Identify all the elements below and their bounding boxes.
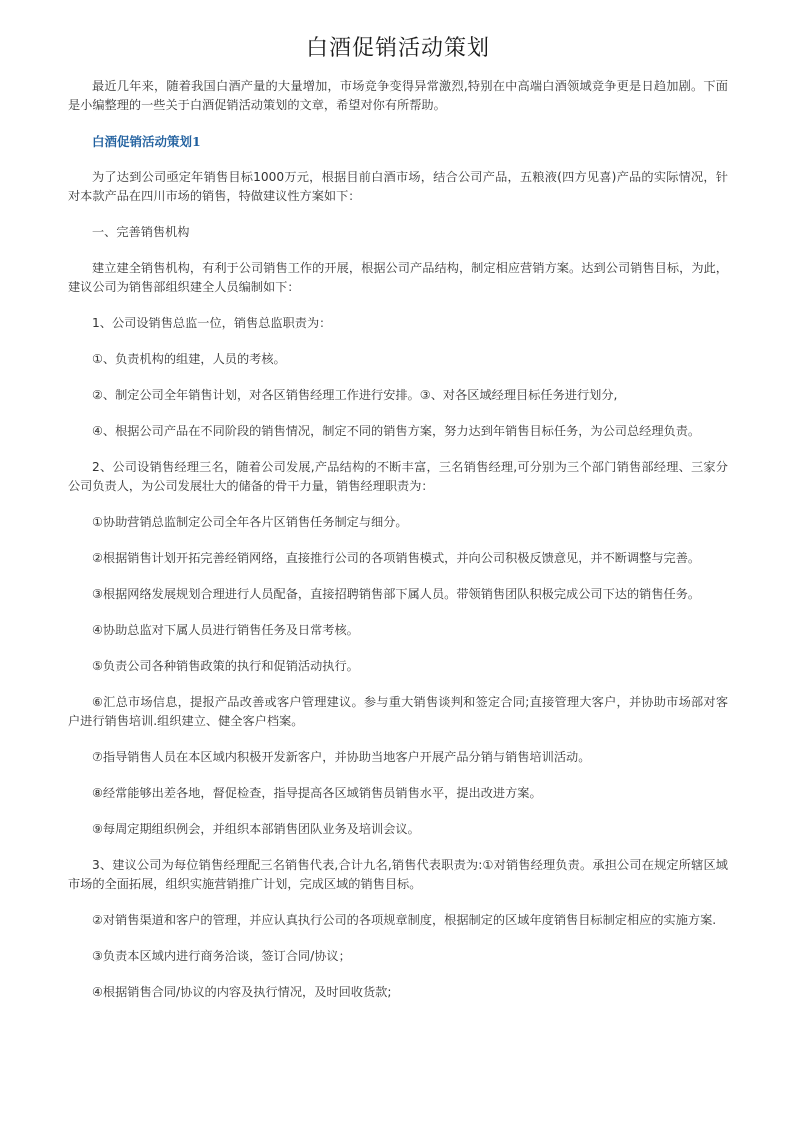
section-heading: 白酒促销活动策划1 [92, 134, 201, 149]
paragraph: 3、建议公司为每位销售经理配三名销售代表,合计九名,销售代表职责为:①对销售经理负责。承担公司在规定所辖区域市场的全面拓展，组织实施营销推广计划，完成区域的销售目标。 [68, 858, 728, 891]
paragraph: ③负责本区域内进行商务洽谈，签订合同/协议； [92, 949, 351, 963]
document-title: 白酒促销活动策划 [305, 36, 490, 61]
paragraph: ⑨每周定期组织例会，并组织本部销售团队业务及培训会议。 [92, 822, 420, 836]
paragraph: ④根据销售合同/协议的内容及执行情况，及时回收货款; [92, 985, 392, 999]
paragraph: ①协助营销总监制定公司全年各片区销售任务制定与细分。 [92, 515, 408, 529]
paragraph: 2、公司设销售经理三名，随着公司发展,产品结构的不断丰富，三名销售经理,可分别为三个部门销售部经理、三家分公司负责人，为公司发展壮大的储备的骨干力量，销售经理职责为： [68, 460, 728, 493]
paragraph: 为了达到公司亟定年销售目标1000万元，根据目前白酒市场，结合公司产品，五粮液(四方见喜)产品的实际情况，针对本款产品在四川市场的销售，特做建议性方案如下： [68, 170, 728, 203]
paragraph: 1、公司设销售总监一位，销售总监职责为： [92, 316, 332, 330]
paragraph: 建立建全销售机构，有利于公司销售工作的开展，根据公司产品结构，制定相应营销方案。达到公司销售目标，为此，建议公司为销售部组织建全人员编制如下： [68, 261, 728, 294]
paragraph: ⑧经常能够出差各地，督促检查，指导提高各区域销售员销售水平，提出改进方案。 [92, 786, 542, 800]
document-page [68, 0, 728, 1002]
paragraph: ①、负责机构的组建，人员的考核。 [92, 352, 286, 366]
paragraph: ⑤负责公司各种销售政策的执行和促销活动执行。 [92, 659, 359, 673]
paragraph: ⑦指导销售人员在本区域内积极开发新客户，并协助当地客户开展产品分销与销售培训活动。 [92, 750, 591, 764]
paragraph: ④协助总监对下属人员进行销售任务及日常考核。 [92, 623, 359, 637]
paragraph: ②根据销售计划开拓完善经销网络，直接推行公司的各项销售模式，并向公司积极反馈意见，并不断调整与完善。 [92, 551, 701, 565]
paragraph: ②对销售渠道和客户的管理，并应认真执行公司的各项规章制度，根据制定的区域年度销售目标制定相应的实施方案. [92, 913, 717, 927]
paragraph: ⑥汇总市场信息，提报产品改善或客户管理建议。参与重大销售谈判和签定合同;直接管理大客户，并协助市场部对客户进行销售培训.组织建立、健全客户档案。 [68, 695, 728, 728]
paragraph: ④、根据公司产品在不同阶段的销售情况，制定不同的销售方案，努力达到年销售目标任务，为公司总经理负责。 [92, 424, 701, 438]
paragraph: ③根据网络发展规划合理进行人员配备，直接招聘销售部下属人员。带领销售团队积极完成公司下达的销售任务。 [92, 587, 701, 601]
paragraph: 一、完善销售机构 [92, 225, 190, 239]
paragraph: ②、制定公司全年销售计划，对各区销售经理工作进行安排。③、对各区域经理目标任务进行划分, [92, 388, 618, 402]
intro-paragraph: 最近几年来，随着我国白酒产量的大量增加，市场竞争变得异常激烈,特别在中高端白酒领域竞争更是日趋加剧。下面是小编整理的一些关于白酒促销活动策划的文章，希望对你有所帮助。 [68, 79, 728, 112]
